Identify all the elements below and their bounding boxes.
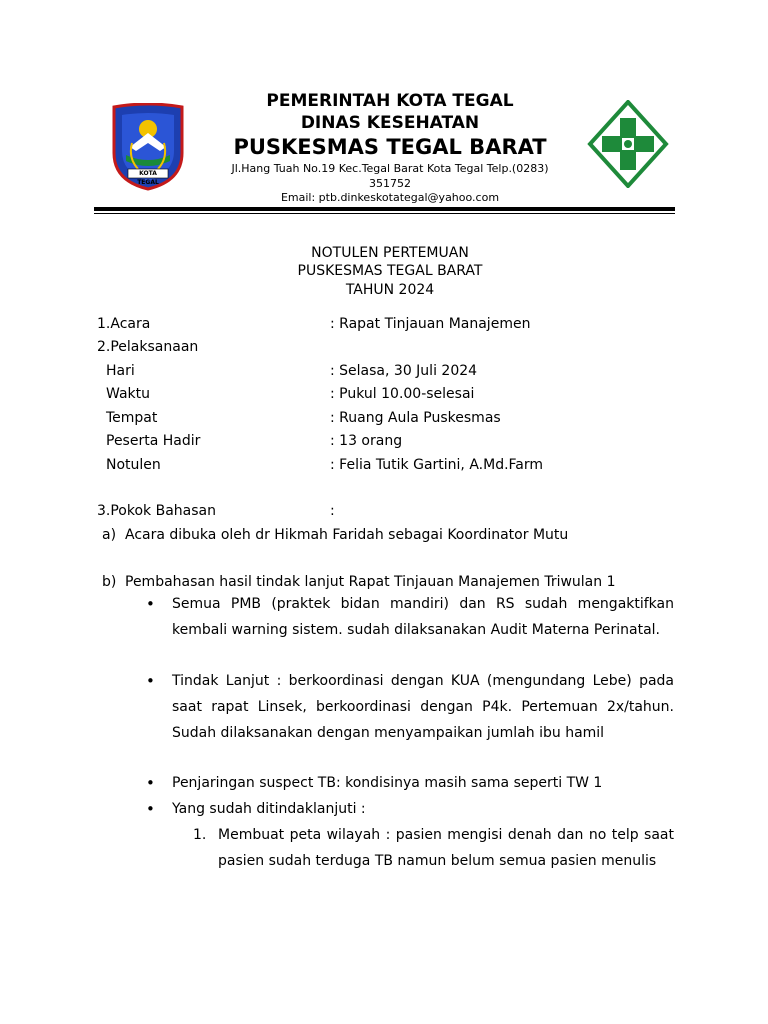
doc-title-line3: TAHUN 2024: [345, 282, 435, 298]
bullet-item: Tindak Lanjut : berkoordinasi dengan KUA (mengundang Lebe) pada saat rapat Linsek, berkoordinasi dengan P4k. Pertemuan 2x/tahun. Sudah dilaksanakan dengan menyampaikan jumlah ibu hamil: [172, 673, 674, 741]
kota-tegal-logo: [108, 103, 188, 191]
letterhead-department: DINAS KESEHATAN: [300, 113, 480, 133]
letterhead-address: Jl.Hang Tuah No.19 Kec.Tegal Barat Kota Tegal Telp.(0283) 351752: [231, 162, 549, 190]
bullet-icon: •: [146, 595, 155, 613]
waktu-label: Waktu: [106, 386, 150, 402]
item-b-marker: b): [102, 574, 117, 590]
doc-title-line1: NOTULEN PERTEMUAN: [311, 245, 469, 261]
item-a-marker: a): [102, 527, 117, 543]
numbered-item: Membuat peta wilayah : pasien mengisi denah dan no telp saat pasien sudah terduga TB namun belum semua pasien menulis: [218, 827, 674, 869]
tempat-label: Tempat: [106, 410, 158, 426]
pokok-label: 3.Pokok Bahasan: [97, 503, 216, 519]
bullet-item: Penjaringan suspect TB: kondisinya masih sama seperti TW 1: [172, 775, 603, 791]
item-a-text: Acara dibuka oleh dr Hikmah Faridah sebagai Koordinator Mutu: [125, 527, 569, 543]
hari-value: : Selasa, 30 Juli 2024: [330, 363, 478, 379]
logo-caption: KOTA TEGAL: [137, 170, 159, 186]
item-b-text: Pembahasan hasil tindak lanjut Rapat Tinjauan Manajemen Triwulan 1: [125, 574, 616, 590]
letterhead-government: PEMERINTAH KOTA TEGAL: [266, 91, 514, 111]
acara-label: 1.Acara: [97, 316, 151, 332]
peserta-value: : 13 orang: [330, 433, 403, 449]
peserta-label: Peserta Hadir: [106, 433, 201, 449]
doc-title-line2: PUSKESMAS TEGAL BARAT: [297, 263, 483, 279]
tempat-value: : Ruang Aula Puskesmas: [330, 410, 501, 426]
numbered-marker: 1.: [193, 827, 207, 843]
bullet-item: Semua PMB (praktek bidan mandiri) dan RS sudah mengaktifkan kembali warning sistem. sudah dilaksanakan Audit Materna Perinatal.: [172, 596, 674, 638]
bullet-item: Yang sudah ditindaklanjuti :: [172, 801, 366, 817]
waktu-value: : Pukul 10.00-selesai: [330, 386, 475, 402]
letterhead-thick-rule: [94, 207, 675, 211]
acara-value: : Rapat Tinjauan Manajemen: [330, 316, 531, 332]
bullet-icon: •: [146, 800, 155, 818]
letterhead-institution: PUSKESMAS TEGAL BARAT: [233, 135, 547, 159]
letterhead-email: Email: ptb.dinkeskotategal@yahoo.com: [280, 191, 500, 204]
notulen-label: Notulen: [106, 457, 161, 473]
notulen-value: : Felia Tutik Gartini, A.Md.Farm: [330, 457, 544, 473]
hari-label: Hari: [106, 363, 135, 379]
pokok-value: :: [330, 503, 335, 519]
pelaksanaan-label: 2.Pelaksanaan: [97, 339, 199, 355]
bullet-icon: •: [146, 672, 155, 690]
bullet-icon: •: [146, 774, 155, 792]
letterhead-thin-rule: [94, 213, 675, 214]
puskesmas-logo: [586, 100, 670, 188]
